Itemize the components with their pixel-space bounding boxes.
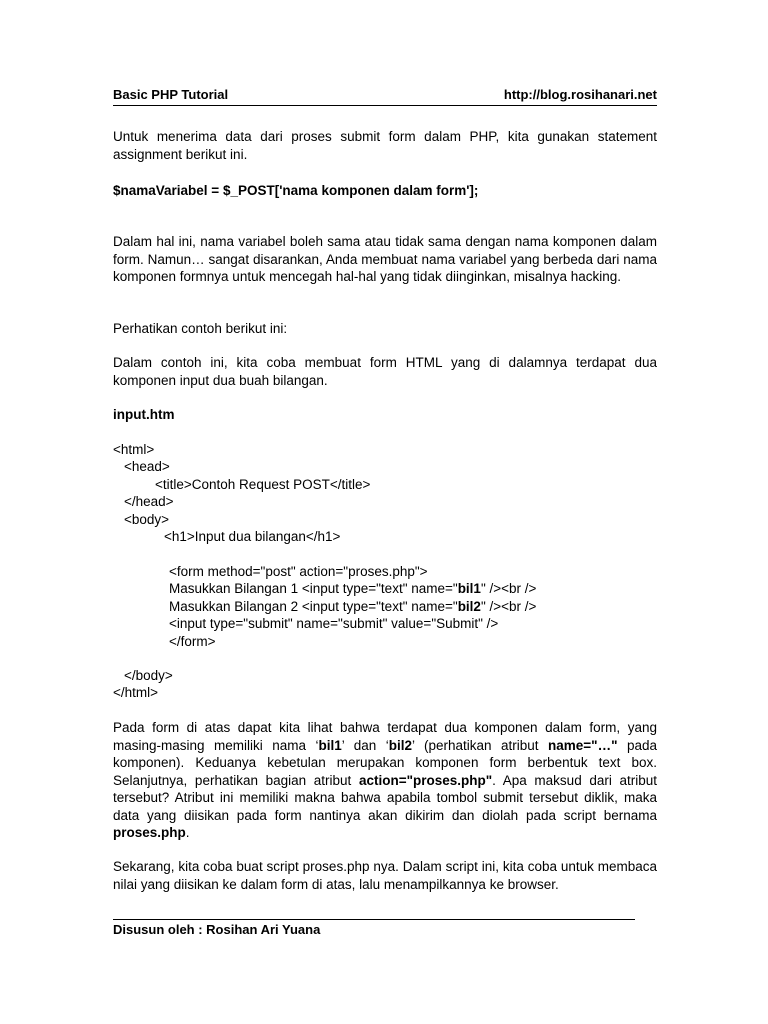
code-line: </form> (169, 634, 216, 649)
text-run: ’ (perhatikan atribut (412, 737, 549, 753)
code-line: </html> (113, 685, 159, 700)
footer-divider (113, 919, 635, 920)
code-line: <title>Contoh Request POST</title> (155, 477, 371, 492)
text-bold: proses.php (113, 825, 186, 840)
paragraph-example-description: Dalam contoh ini, kita coba membuat form HTML yang di dalamnya terdapat dua komponen input dua buah bilangan. (113, 355, 657, 388)
code-line (169, 598, 536, 616)
text-run: Pada form di atas dapat kita lihat bahwa terdapat dua komponen dalam form, yang masing-masing memiliki nama ‘ (113, 720, 657, 753)
header-url: http://blog.rosihanari.net (503, 87, 657, 102)
code-line: <input type="submit" name="submit" value="Submit" /> (169, 616, 499, 631)
page-footer: Disusun oleh : Rosihan Ari Yuana (113, 922, 321, 937)
paragraph-form-explanation (113, 719, 657, 842)
paragraph-example-intro: Perhatikan contoh berikut ini: (113, 321, 288, 336)
file-label: input.htm (113, 407, 175, 422)
code-bold-name: bil1 (457, 581, 481, 596)
code-text: " /><br /> (480, 581, 537, 596)
text-run: . (185, 825, 190, 840)
text-bold: name="…" (548, 737, 618, 753)
text-bold: bil1 (318, 737, 342, 753)
code-text: " /><br /> (480, 599, 537, 614)
header-title: Basic PHP Tutorial (113, 87, 229, 102)
code-line: </body> (124, 668, 173, 683)
intro-paragraph: Untuk menerima data dari proses submit form dalam PHP, kita gunakan statement assignment berikut ini. (113, 129, 657, 162)
page-header (113, 87, 657, 106)
code-line: <head> (124, 459, 170, 474)
code-line: </head> (124, 494, 174, 509)
text-run: pada komponen). Keduanya kebetulan merupakan komponen form berbentuk text box. Selanjutnya, perhatikan bagian atribut (113, 737, 657, 788)
code-text: Masukkan Bilangan 1 <input type="text" name=" (169, 581, 458, 596)
post-statement: $namaVariabel = $_POST['nama komponen dalam form']; (113, 183, 479, 198)
text-run: ’ dan ‘ (341, 737, 389, 753)
paragraph-variable-naming: Dalam hal ini, nama variabel boleh sama atau tidak sama dengan nama komponen dalam form. Namun… sangat disarankan, Anda membuat nama variabel yang berbeda dari nama komponen formnya untuk mencegah hal-hal yang tidak diinginkan, misalnya hacking. (113, 234, 657, 284)
code-line: <html> (113, 442, 155, 457)
text-bold: action="proses.php" (358, 772, 493, 788)
text-run: . Apa maksud dari atribut tersebut? Atribut ini memiliki makna bahwa apabila tombol submit tersebut diklik, maka data yang diisikan pada form nantinya akan dikirim dan diolah pada script bernama (113, 772, 657, 823)
code-bold-name: bil2 (457, 599, 481, 614)
text-bold: bil2 (388, 737, 413, 753)
paragraph-next-step: Sekarang, kita coba buat script proses.php nya. Dalam script ini, kita coba untuk membaca nilai yang diisikan ke dalam form di atas, lalu menampilkannya ke browser. (113, 859, 657, 892)
code-line: <form method="post" action="proses.php"> (169, 564, 428, 579)
code-line (169, 580, 536, 598)
code-text: Masukkan Bilangan 2 <input type="text" name=" (169, 599, 458, 614)
code-line: <body> (124, 512, 170, 527)
code-line: <h1>Input dua bilangan</h1> (164, 529, 341, 544)
